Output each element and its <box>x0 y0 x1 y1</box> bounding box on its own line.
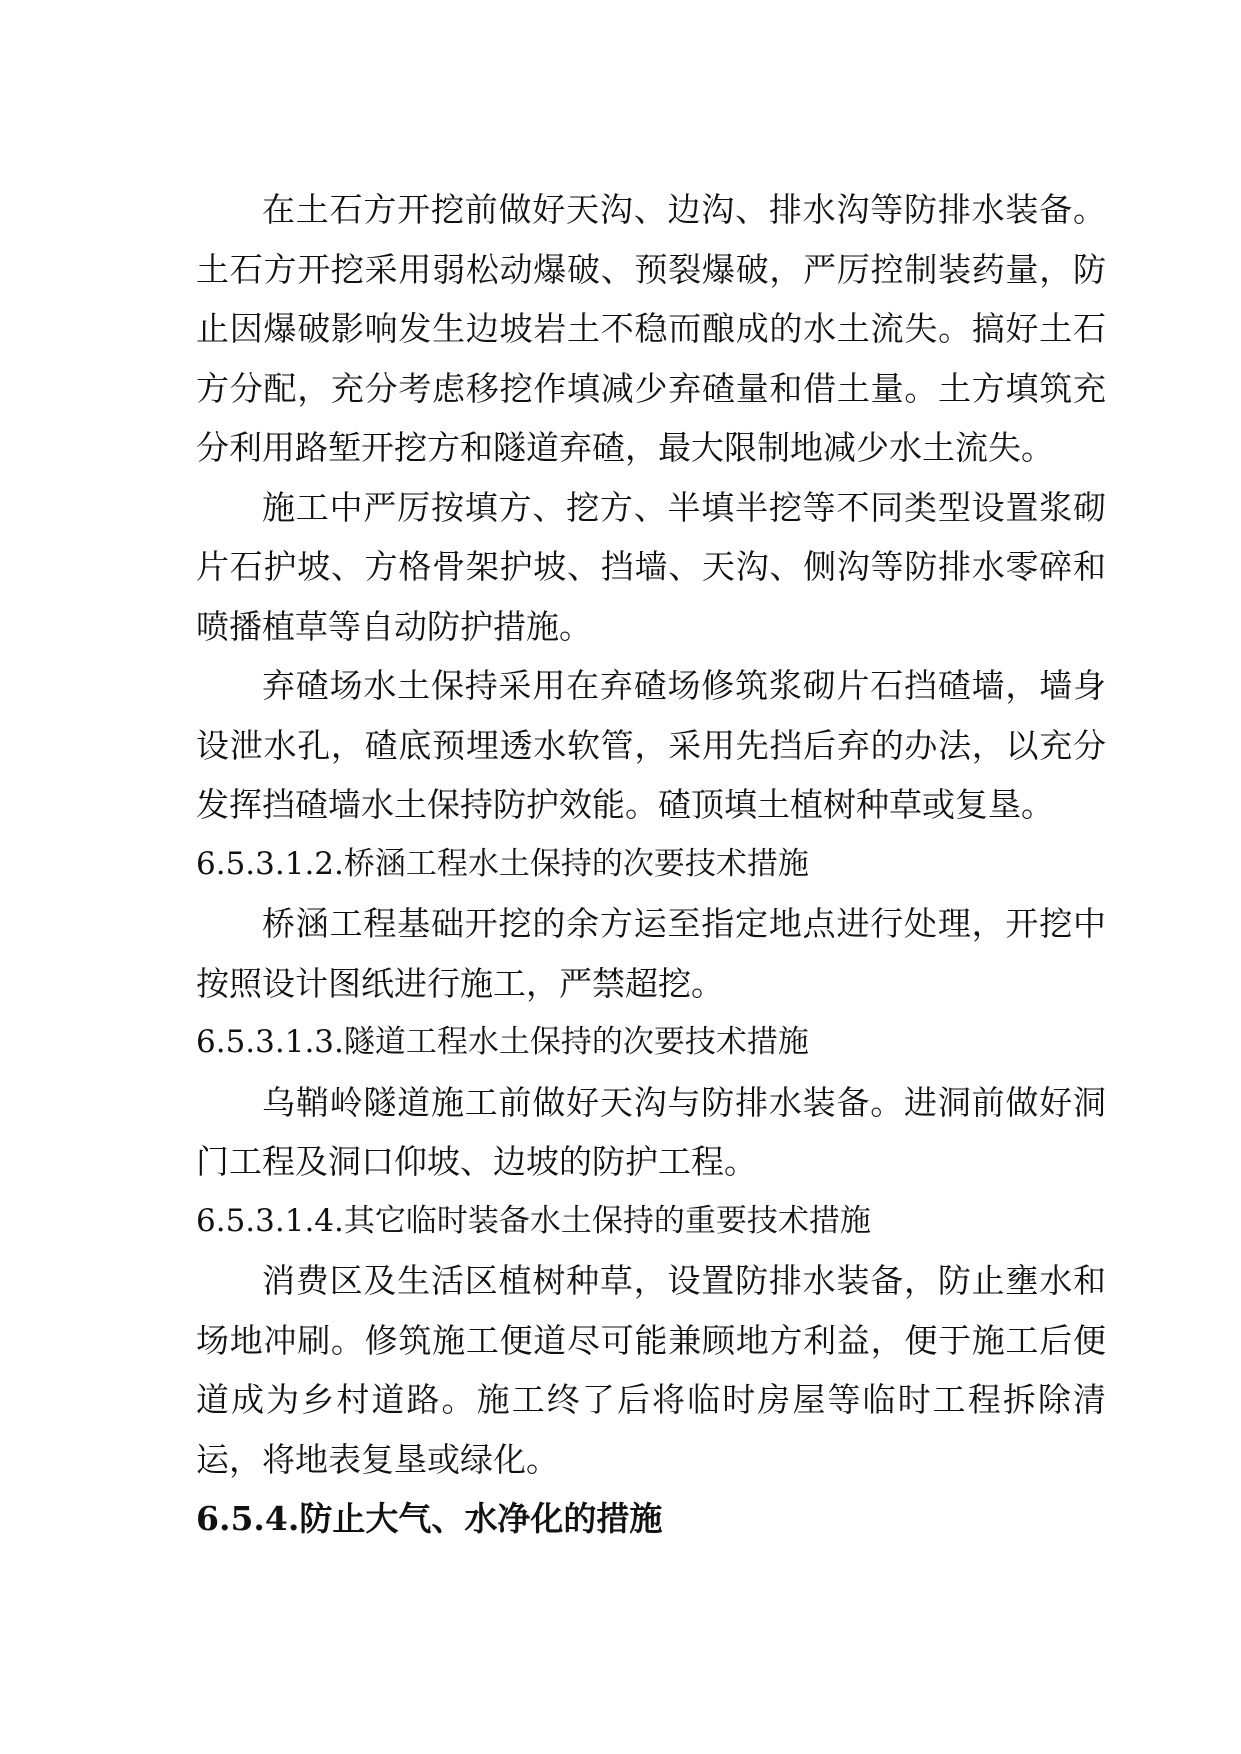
section-heading-tunnel: 6.5.3.1.3.隧道工程水土保持的次要技术措施 <box>196 1024 809 1060</box>
paragraph-tunnel: 乌鞘岭隧道施工前做好天沟与防排水装备。进洞前做好洞门工程及洞口仰坡、边坡的防护工程。 <box>196 1082 1106 1181</box>
section-heading-temporary-facilities: 6.5.3.1.4.其它临时装备水土保持的重要技术措施 <box>196 1202 871 1239</box>
paragraph-bridge-culvert: 桥涵工程基础开挖的余方运至指定地点进行处理，开挖中按照设计图纸进行施工，严禁超挖。 <box>196 904 1106 1003</box>
section-heading-bridge-culvert: 6.5.3.1.2.桥涵工程水土保持的次要技术措施 <box>196 845 809 882</box>
paragraph-slope-protection: 施工中严厉按填方、挖方、半填半挖等不同类型设置浆砌片石护坡、方格骨架护坡、挡墙、天沟、侧沟等防排水零碎和喷播植草等自动防护措施。 <box>196 487 1106 646</box>
paragraph-temporary-facilities: 消费区及生活区植树种草，设置防排水装备，防止壅水和场地冲刷。修筑施工便道尽可能兼顾地方利益，便于施工后便道成为乡村道路。施工终了后将临时房屋等临时工程拆除清运，将地表复垦或绿化。 <box>196 1261 1106 1479</box>
page-body <box>196 180 1106 1549</box>
paragraph-earthwork: 在土石方开挖前做好天沟、边沟、排水沟等防排水装备。土石方开挖采用弱松动爆破、预裂爆破，严厉控制装药量，防止因爆破影响发生边坡岩土不稳而酿成的水土流失。搞好土石方分配，充分考虑移挖作填减少弃碴量和借土量。土方填筑充分利用路堑开挖方和隧道弃碴，最大限制地减少水土流失。 <box>196 190 1106 467</box>
section-heading-air-water-pollution: 6.5.4.防止大气、水净化的措施 <box>196 1499 663 1538</box>
paragraph-spoil-site: 弃碴场水土保持采用在弃碴场修筑浆砌片石挡碴墙，墙身设泄水孔，碴底预埋透水软管，采用先挡后弃的办法，以充分发挥挡碴墙水土保持防护效能。碴顶填土植树种草或复垦。 <box>196 666 1106 824</box>
